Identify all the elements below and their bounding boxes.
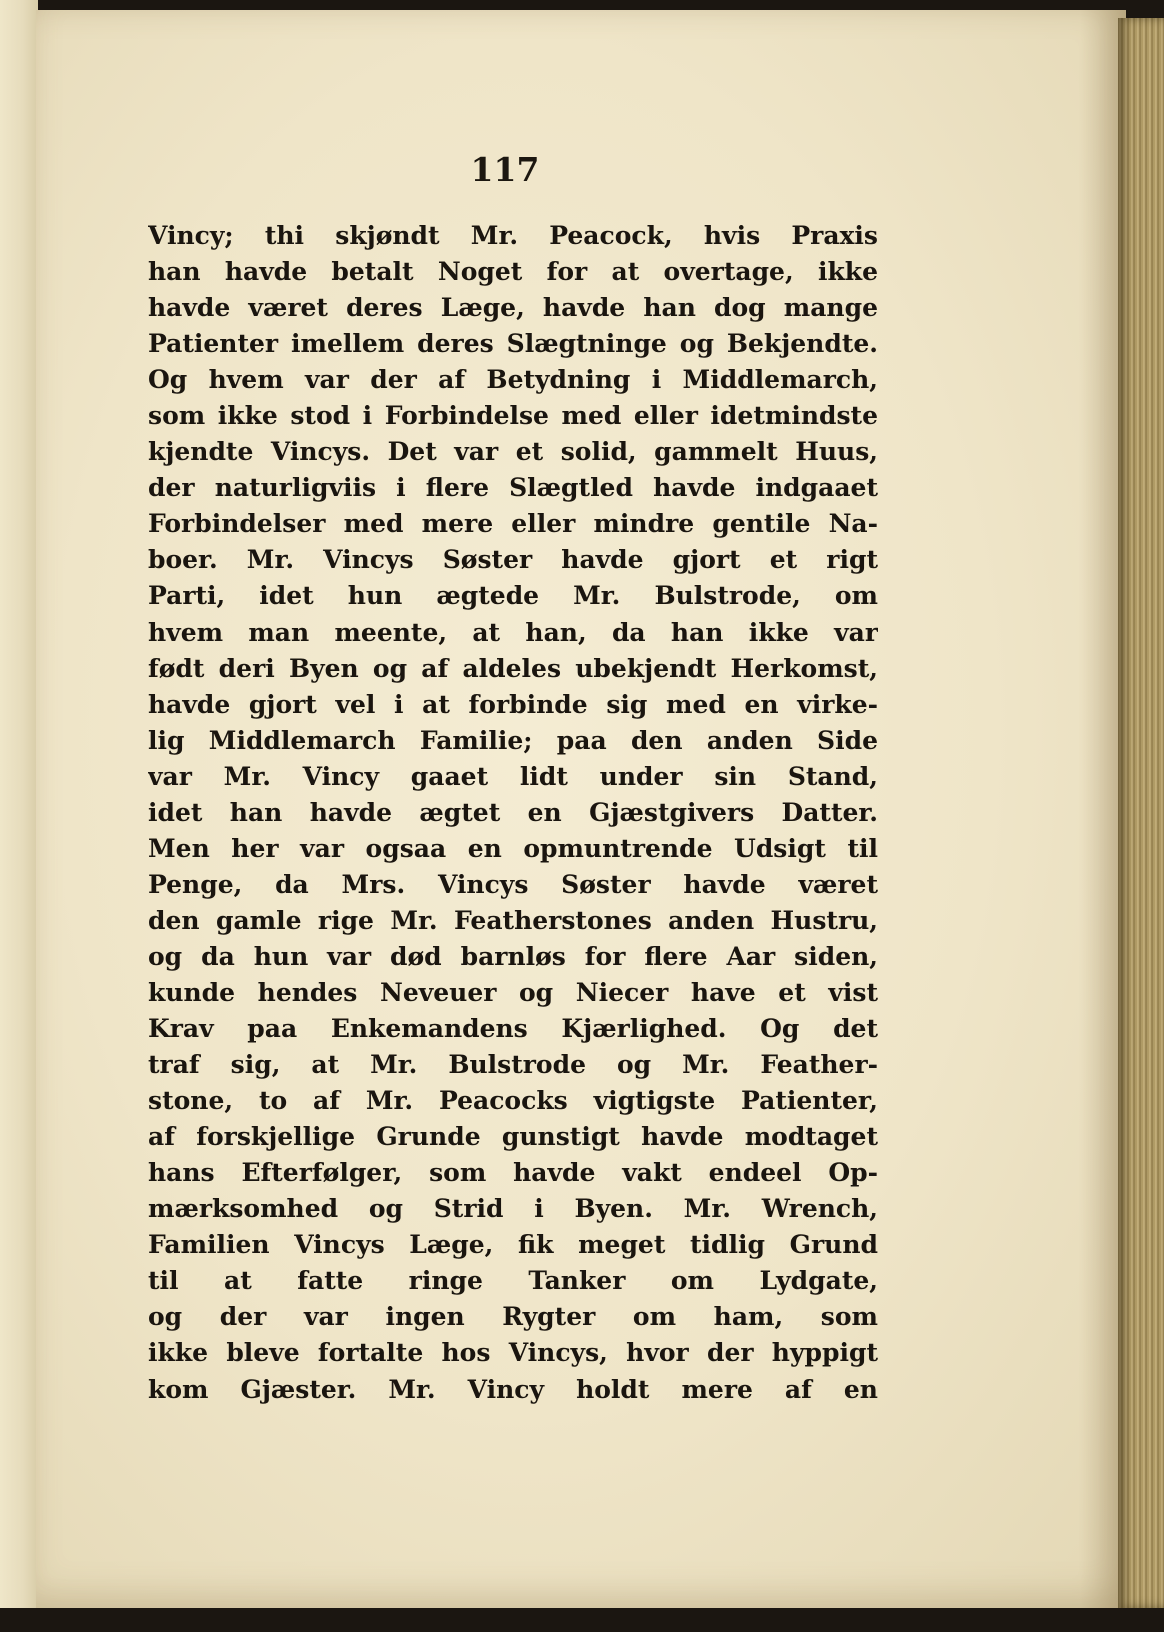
gutter-edge — [0, 0, 38, 1632]
text-line: til at fatte ringe Tanker om Lydgate, — [148, 1266, 878, 1296]
text-line: kom Gjæster. Mr. Vincy holdt mere af en — [148, 1374, 878, 1404]
text-line: Familien Vincys Læge, fik meget tidlig Grund — [148, 1230, 878, 1260]
text-line: mærksomhed og Strid i Byen. Mr. Wrench, — [148, 1194, 878, 1224]
scanner-background-bottom — [0, 1608, 1164, 1632]
text-line: hans Efterfølger, som havde vakt endeel Op- — [148, 1158, 878, 1188]
text-line: Krav paa Enkemandens Kjærlighed. Og det — [148, 1014, 878, 1044]
text-line: Parti, idet hun ægtede Mr. Bulstrode, om — [148, 581, 878, 611]
text-line: der naturligviis i flere Slægtled havde indgaaet — [148, 473, 878, 503]
page-stack-edge — [1118, 18, 1164, 1608]
text-line: født deri Byen og af aldeles ubekjendt Herkomst, — [148, 653, 878, 683]
text-line: traf sig, at Mr. Bulstrode og Mr. Feather- — [148, 1050, 878, 1080]
text-line: Og hvem var der af Betydning i Middlemarch, — [148, 365, 878, 395]
text-line: havde været deres Læge, havde han dog mange — [148, 293, 878, 323]
text-line: var Mr. Vincy gaaet lidt under sin Stand, — [148, 761, 878, 791]
text-line: af forskjellige Grunde gunstigt havde modtaget — [148, 1122, 878, 1152]
text-line: boer. Mr. Vincys Søster havde gjort et rigt — [148, 545, 878, 575]
text-line: hvem man meente, at han, da han ikke var — [148, 617, 878, 647]
text-line: kjendte Vincys. Det var et solid, gammelt Huus, — [148, 437, 878, 467]
text-line: og der var ingen Rygter om ham, som — [148, 1302, 878, 1332]
text-line: lig Middlemarch Familie; paa den anden Side — [148, 725, 878, 755]
text-line: Penge, da Mrs. Vincys Søster havde været — [148, 869, 878, 899]
page-number: 117 — [470, 150, 540, 189]
text-line: Patienter imellem deres Slægtninge og Bekjendte. — [148, 329, 878, 359]
text-line: idet han havde ægtet en Gjæstgivers Datter. — [148, 797, 878, 827]
text-line: Men her var ogsaa en opmuntrende Udsigt til — [148, 833, 878, 863]
text-line: som ikke stod i Forbindelse med eller idetmindste — [148, 401, 878, 431]
text-line: Vincy; thi skjøndt Mr. Peacock, hvis Praxis — [148, 221, 878, 250]
text-line: stone, to af Mr. Peacocks vigtigste Patienter, — [148, 1086, 878, 1116]
text-line: Forbindelser med mere eller mindre gentile Na- — [148, 509, 878, 539]
scanner-background-top — [0, 0, 1164, 10]
text-line: kunde hendes Neveuer og Niecer have et vist — [148, 977, 878, 1007]
text-line: og da hun var død barnløs for flere Aar siden, — [148, 941, 878, 971]
body-text — [148, 218, 878, 1408]
text-line: han havde betalt Noget for at overtage, ikke — [148, 257, 878, 287]
text-line: den gamle rige Mr. Featherstones anden Hustru, — [148, 905, 878, 935]
text-line: havde gjort vel i at forbinde sig med en virke- — [148, 689, 878, 719]
text-line: ikke bleve fortalte hos Vincys, hvor der hyppigt — [148, 1338, 878, 1368]
